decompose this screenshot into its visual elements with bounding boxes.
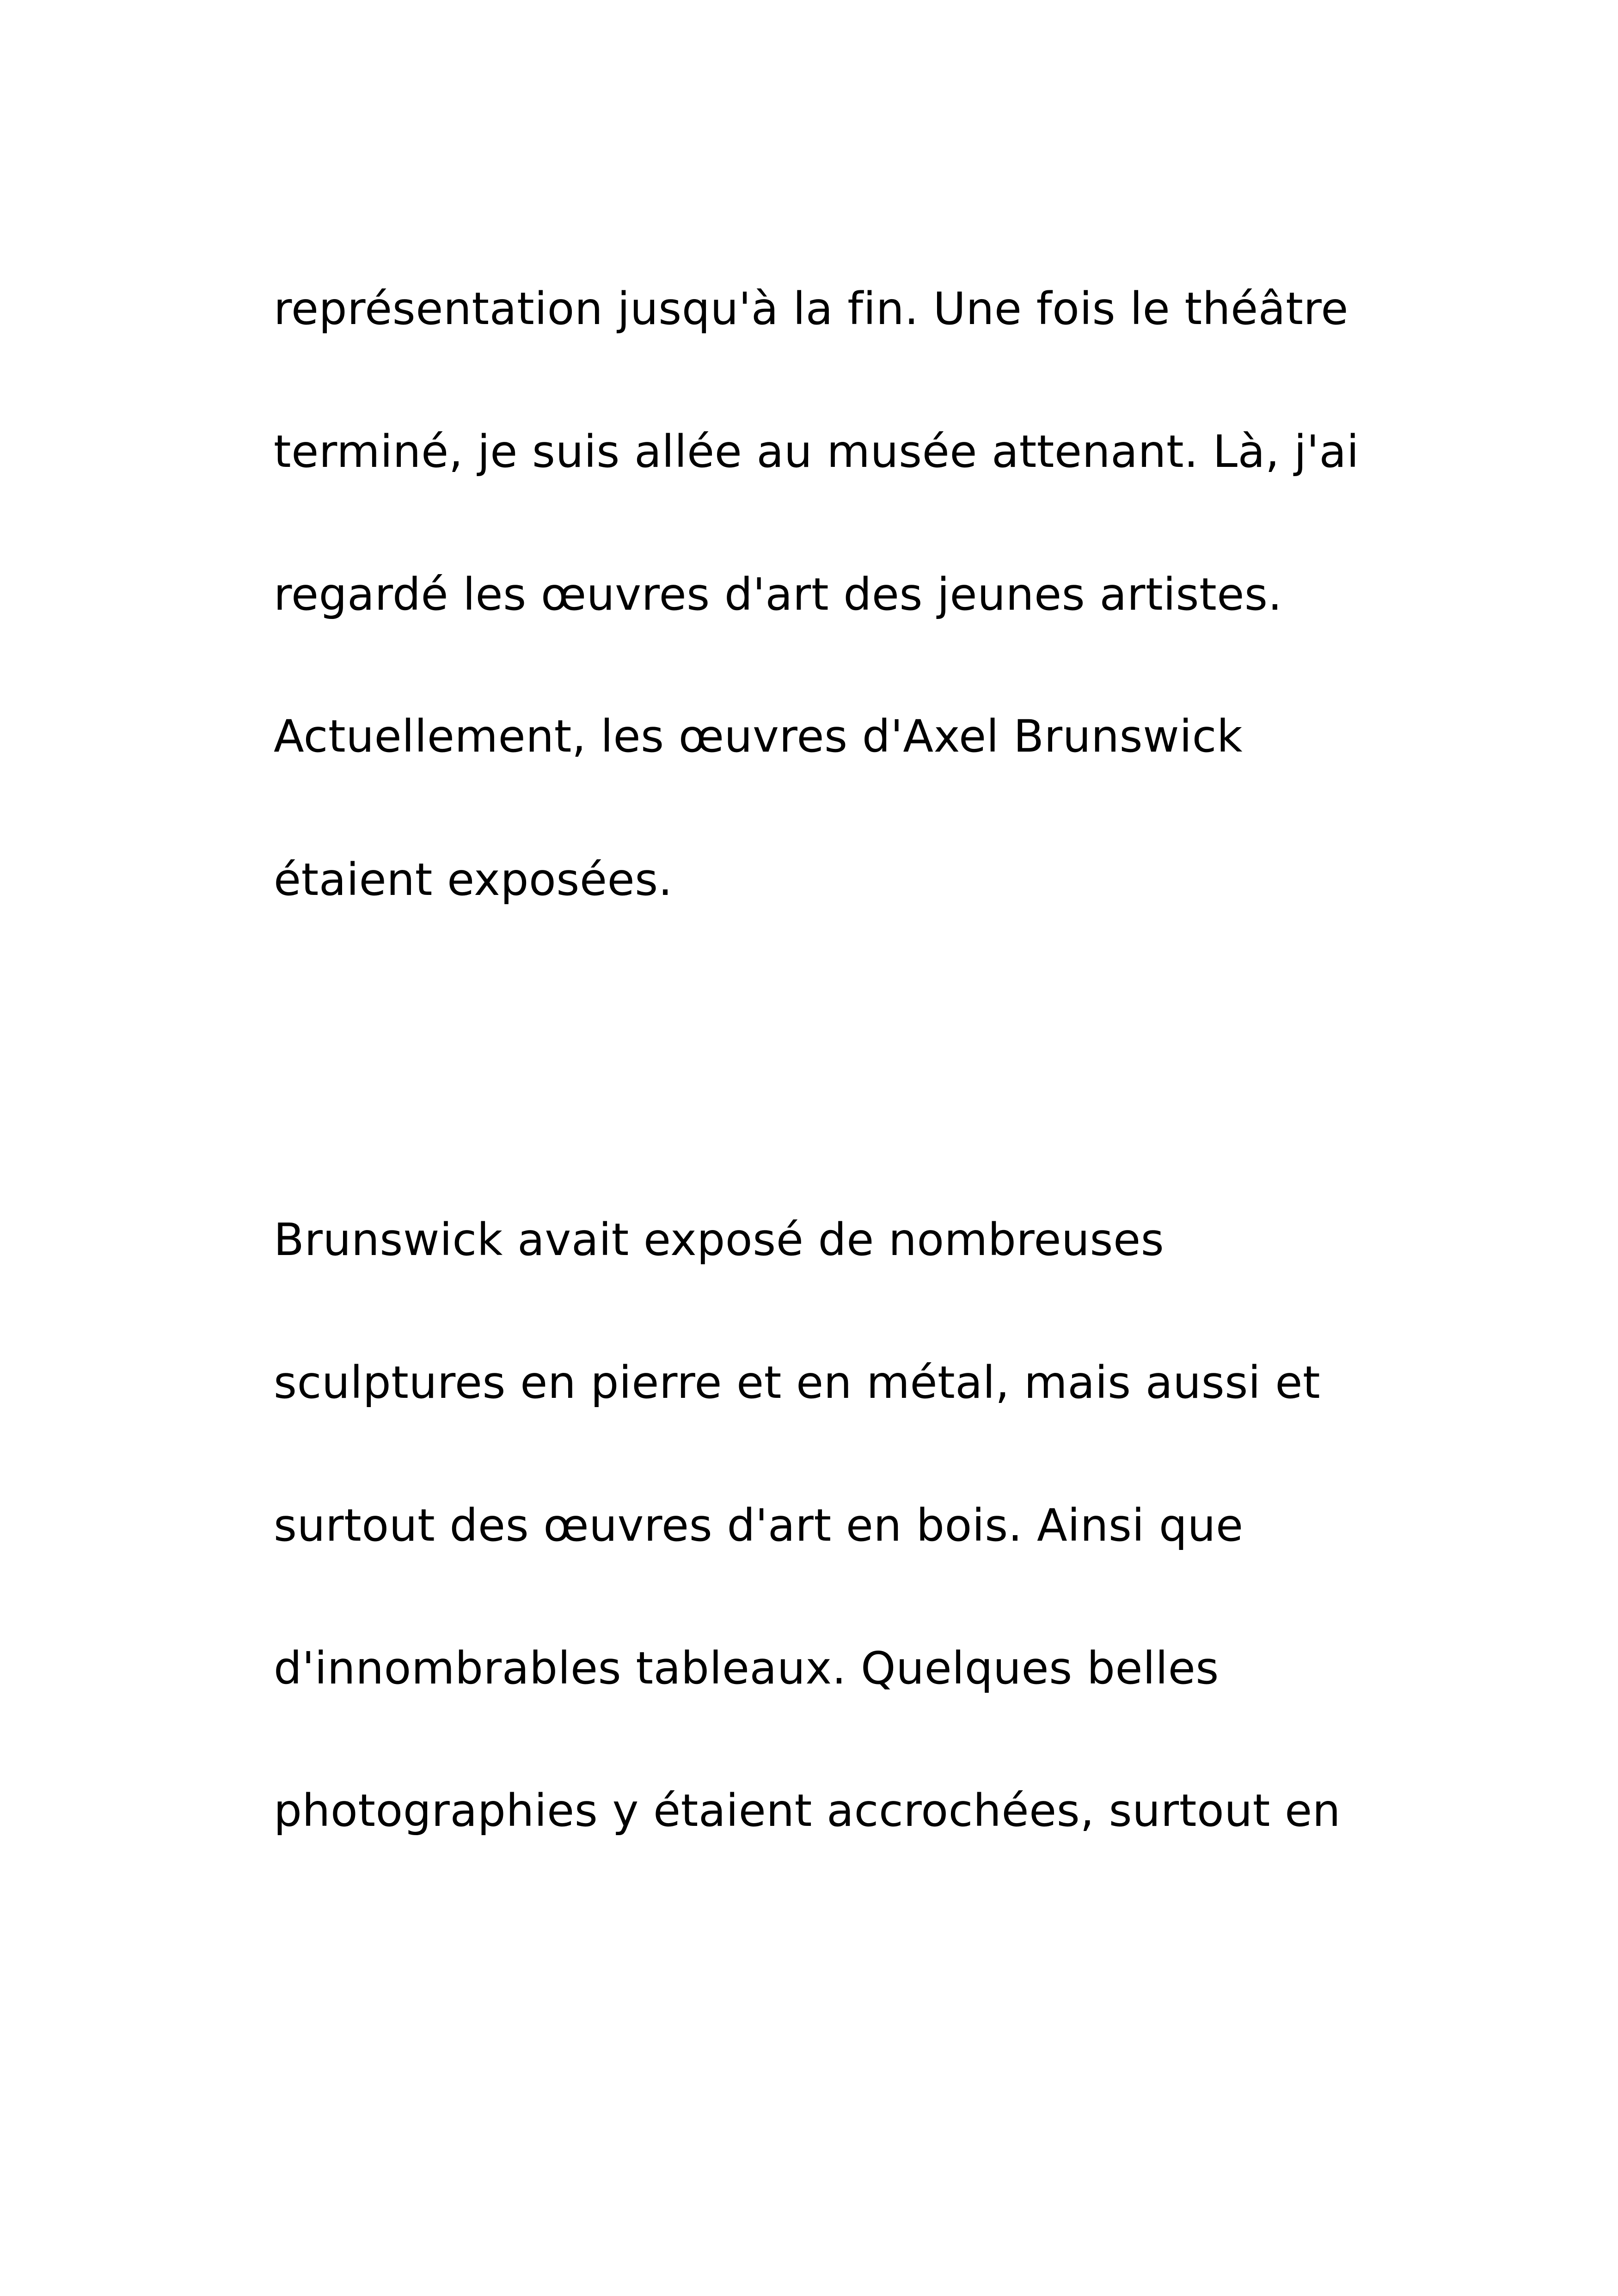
text-line: représentation jusqu'à la fin. Une fois le théâtre <box>274 283 1349 335</box>
text-line: terminé, je suis allée au musée attenant. Là, j'ai <box>274 426 1360 478</box>
text-line: Brunswick avait exposé de nombreuses <box>274 1214 1164 1266</box>
text-line: Actuellement, les œuvres d'Axel Brunswick <box>274 710 1243 762</box>
text-line: d'innombrables tableaux. Quelques belles <box>274 1642 1219 1694</box>
text-line: regardé les œuvres d'art des jeunes artistes. <box>274 569 1282 620</box>
text-line: photographies y étaient accrochées, surtout en <box>274 1785 1341 1837</box>
text-line: surtout des œuvres d'art en bois. Ainsi que <box>274 1500 1244 1551</box>
text-line: étaient exposées. <box>274 854 673 906</box>
text-line: sculptures en pierre et en métal, mais aussi et <box>274 1357 1321 1408</box>
